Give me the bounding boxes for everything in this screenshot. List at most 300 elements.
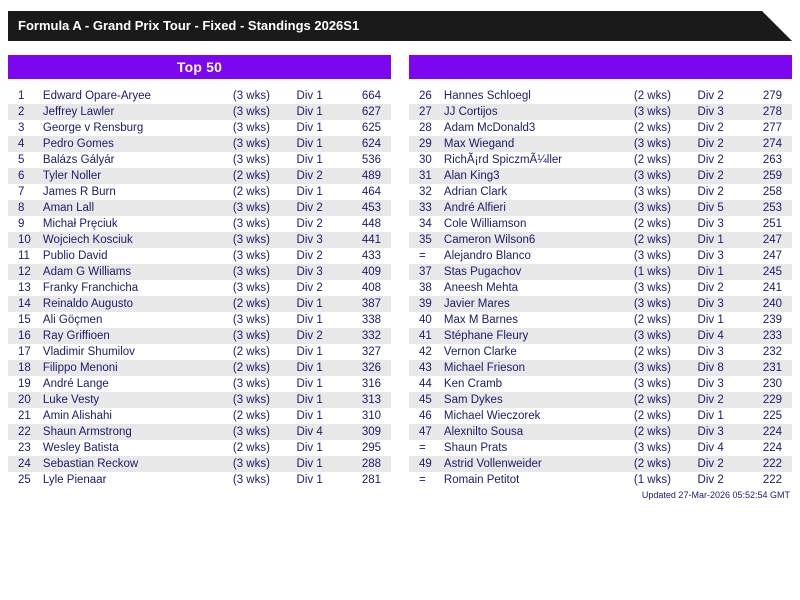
table-row[interactable] — [409, 248, 792, 264]
cell-rank: 19 — [18, 378, 31, 390]
table-row[interactable] — [409, 104, 792, 120]
cell-rank: 22 — [8, 424, 43, 440]
table-row[interactable] — [409, 168, 792, 184]
cell-points: 433 — [361, 250, 381, 262]
cell-weeks: (2 wks) — [634, 392, 698, 408]
cell-points: 624 — [348, 136, 391, 152]
cell-points: 263 — [762, 154, 782, 166]
cell-rank: 44 — [419, 378, 432, 390]
cell-weeks: (3 wks) — [634, 136, 698, 152]
cell-rank: 9 — [18, 218, 25, 230]
cell-division: Div 3 — [697, 250, 724, 262]
cell-driver-name: Stéphane Fleury — [444, 328, 634, 344]
cell-weeks: (2 wks) — [634, 456, 698, 472]
cell-weeks: (2 wks) — [633, 346, 671, 358]
cell-division: Div 1 — [297, 104, 348, 120]
cell-rank: 30 — [419, 154, 432, 166]
table-row[interactable] — [8, 168, 391, 184]
cell-division: Div 3 — [698, 104, 749, 120]
cell-driver-name: Max M Barnes — [443, 314, 519, 326]
cell-points: 279 — [762, 90, 782, 102]
cell-division: Div 1 — [297, 296, 348, 312]
cell-weeks: (3 wks) — [232, 282, 270, 294]
cell-division: Div 4 — [297, 424, 348, 440]
cell-driver-name: Franky Franchicha — [42, 282, 139, 294]
cell-points: 253 — [749, 200, 792, 216]
column-header-top50: Top 50 — [8, 55, 391, 79]
table-row[interactable] — [409, 440, 792, 456]
cell-rank: 5 — [18, 154, 25, 166]
cell-rank: 34 — [419, 218, 432, 230]
cell-points: 409 — [348, 264, 391, 280]
cell-weeks: (2 wks) — [232, 346, 270, 358]
cell-driver-name: Filippo Menoni — [43, 360, 233, 376]
table-row[interactable] — [8, 360, 391, 376]
cell-driver-name: Amin Alishahi — [42, 410, 112, 422]
cell-division: Div 1 — [296, 90, 323, 102]
cell-division: Div 2 — [697, 186, 724, 198]
cell-driver-name: JJ Cortijos — [444, 104, 634, 120]
table-row[interactable] — [8, 424, 391, 440]
cell-rank: 10 — [8, 232, 43, 248]
cell-driver-name: Romain Petitot — [443, 474, 520, 486]
cell-division: Div 2 — [697, 90, 724, 102]
cell-rank: 23 — [18, 442, 31, 454]
cell-rank: 43 — [409, 360, 444, 376]
cell-rank: 45 — [409, 392, 444, 408]
table-row[interactable] — [409, 312, 792, 328]
table-row[interactable] — [409, 392, 792, 408]
cell-weeks: (2 wks) — [633, 122, 671, 134]
cell-points: 332 — [348, 328, 391, 344]
updated-timestamp: Updated 27-Mar-2026 05:52:54 GMT — [641, 490, 790, 500]
cell-division: Div 1 — [296, 442, 323, 454]
cell-division: Div 1 — [296, 122, 323, 134]
title-bar — [8, 11, 792, 41]
cell-driver-name: Adrian Clark — [443, 186, 508, 198]
cell-driver-name: Tyler Noller — [43, 168, 233, 184]
cell-weeks: (3 wks) — [233, 328, 297, 344]
cell-division: Div 2 — [297, 168, 348, 184]
table-row[interactable] — [409, 184, 792, 200]
cell-rank: 25 — [18, 474, 31, 486]
cell-points: 240 — [749, 296, 792, 312]
cell-weeks: (2 wks) — [233, 168, 297, 184]
cell-division: Div 2 — [297, 200, 348, 216]
table-row[interactable] — [8, 344, 391, 360]
cell-division: Div 3 — [698, 424, 749, 440]
table-row[interactable] — [8, 136, 391, 152]
table-row[interactable] — [8, 120, 391, 136]
cell-division: Div 1 — [296, 346, 323, 358]
cell-driver-name: Shaun Armstrong — [43, 424, 233, 440]
cell-points: 408 — [361, 282, 381, 294]
cell-driver-name: Publio David — [42, 250, 108, 262]
table-row[interactable] — [8, 88, 391, 104]
cell-division: Div 1 — [296, 186, 323, 198]
table-row[interactable] — [8, 152, 391, 168]
cell-weeks: (3 wks) — [634, 296, 698, 312]
cell-division: Div 2 — [697, 282, 724, 294]
cell-driver-name: Cameron Wilson6 — [444, 232, 634, 248]
column-header-continued — [409, 55, 792, 79]
cell-division: Div 1 — [297, 456, 348, 472]
table-row[interactable] — [8, 408, 391, 424]
table-row[interactable] — [8, 200, 391, 216]
cell-driver-name: Lyle Pienaar — [42, 474, 107, 486]
table-row[interactable] — [409, 216, 792, 232]
cell-division: Div 1 — [697, 410, 724, 422]
cell-weeks: (3 wks) — [232, 218, 270, 230]
cell-weeks: (2 wks) — [233, 360, 297, 376]
cell-rank: 49 — [409, 456, 444, 472]
cell-rank: 37 — [409, 264, 444, 280]
cell-points: 278 — [749, 104, 792, 120]
cell-weeks: (3 wks) — [233, 392, 297, 408]
cell-division: Div 2 — [296, 250, 323, 262]
cell-division: Div 1 — [297, 392, 348, 408]
cell-weeks: (3 wks) — [233, 264, 297, 280]
cell-points: 232 — [762, 346, 782, 358]
cell-rank: 28 — [419, 122, 432, 134]
table-row[interactable] — [8, 264, 391, 280]
cell-weeks: (2 wks) — [634, 232, 698, 248]
table-row[interactable] — [409, 88, 792, 104]
cell-rank: 33 — [409, 200, 444, 216]
cell-weeks: (3 wks) — [232, 250, 270, 262]
cell-points: 326 — [348, 360, 391, 376]
cell-driver-name: Michael Wieczorek — [443, 410, 541, 422]
cell-division: Div 3 — [697, 378, 724, 390]
cell-division: Div 1 — [296, 474, 323, 486]
cell-driver-name: Alan King3 — [444, 168, 634, 184]
cell-rank: 40 — [419, 314, 432, 326]
cell-rank: 7 — [18, 186, 25, 198]
cell-rank: 13 — [18, 282, 31, 294]
cell-weeks: (3 wks) — [633, 378, 671, 390]
cell-weeks: (3 wks) — [633, 442, 671, 454]
cell-points: 245 — [749, 264, 792, 280]
cell-rank: 47 — [409, 424, 444, 440]
cell-driver-name: Ken Cramb — [443, 378, 503, 390]
cell-rank: 38 — [419, 282, 432, 294]
cell-driver-name: Reinaldo Augusto — [43, 296, 233, 312]
cell-division: Div 3 — [697, 218, 724, 230]
cell-points: 441 — [348, 232, 391, 248]
cell-rank: 27 — [409, 104, 444, 120]
cell-division: Div 1 — [296, 314, 323, 326]
table-row[interactable] — [8, 104, 391, 120]
cell-weeks: (2 wks) — [634, 424, 698, 440]
table-row[interactable] — [8, 184, 391, 200]
cell-division: Div 8 — [698, 360, 749, 376]
cell-points: 489 — [348, 168, 391, 184]
table-row[interactable] — [409, 376, 792, 392]
cell-driver-name: Sebastian Reckow — [43, 456, 233, 472]
cell-points: 241 — [762, 282, 782, 294]
table-row[interactable] — [409, 264, 792, 280]
cell-rank: 6 — [8, 168, 43, 184]
cell-division: Div 4 — [698, 328, 749, 344]
cell-division: Div 2 — [697, 474, 724, 486]
cell-points: 239 — [762, 314, 782, 326]
cell-weeks: (3 wks) — [232, 474, 270, 486]
cell-rank: 41 — [409, 328, 444, 344]
standings-table-right — [409, 88, 792, 488]
cell-points: 251 — [762, 218, 782, 230]
cell-driver-name: Aman Lall — [43, 200, 233, 216]
cell-rank: = — [419, 442, 426, 454]
cell-weeks: (3 wks) — [233, 424, 297, 440]
table-row[interactable] — [409, 152, 792, 168]
cell-division: Div 2 — [296, 282, 323, 294]
table-row[interactable] — [8, 312, 391, 328]
table-row[interactable] — [8, 440, 391, 456]
cell-division: Div 1 — [297, 360, 348, 376]
cell-rank: 8 — [8, 200, 43, 216]
cell-points: 281 — [361, 474, 381, 486]
standings-columns — [8, 55, 792, 488]
cell-driver-name: Sam Dykes — [444, 392, 634, 408]
cell-points: 230 — [762, 378, 782, 390]
cell-rank: 14 — [8, 296, 43, 312]
cell-driver-name: Shaun Prats — [443, 442, 508, 454]
cell-points: 229 — [749, 392, 792, 408]
cell-points: 295 — [361, 442, 381, 454]
cell-points: 247 — [762, 250, 782, 262]
cell-rank: 1 — [18, 90, 25, 102]
table-row[interactable] — [8, 328, 391, 344]
cell-rank: 20 — [8, 392, 43, 408]
cell-division: Div 3 — [297, 232, 348, 248]
standings-column-left — [8, 55, 391, 488]
cell-points: 225 — [762, 410, 782, 422]
cell-rank: 35 — [409, 232, 444, 248]
cell-driver-name: Michael Frieson — [444, 360, 634, 376]
cell-points: 258 — [762, 186, 782, 198]
cell-division: Div 2 — [698, 168, 749, 184]
table-row[interactable] — [8, 280, 391, 296]
table-row[interactable] — [409, 136, 792, 152]
cell-driver-name: George v Rensburg — [42, 122, 144, 134]
cell-rank: 21 — [18, 410, 31, 422]
cell-points: 313 — [348, 392, 391, 408]
cell-driver-name: Pedro Gomes — [43, 136, 233, 152]
standings-table-left — [8, 88, 391, 488]
cell-driver-name: Vernon Clarke — [443, 346, 517, 358]
cell-weeks: (2 wks) — [232, 186, 270, 198]
page-title: Formula A - Grand Prix Tour - Fixed - Standings 2026S1 — [18, 18, 360, 33]
table-row[interactable] — [8, 296, 391, 312]
cell-points: 536 — [361, 154, 381, 166]
cell-weeks: (2 wks) — [232, 410, 270, 422]
cell-points: 327 — [361, 346, 381, 358]
table-row[interactable] — [8, 232, 391, 248]
cell-rank: 3 — [18, 122, 25, 134]
cell-weeks: (3 wks) — [232, 90, 270, 102]
cell-driver-name: Cole Williamson — [443, 218, 527, 230]
cell-weeks: (3 wks) — [233, 200, 297, 216]
cell-rank: 16 — [8, 328, 43, 344]
cell-points: 274 — [749, 136, 792, 152]
cell-driver-name: Michał Pręciuk — [42, 218, 118, 230]
cell-points: 387 — [348, 296, 391, 312]
cell-rank: 26 — [419, 90, 432, 102]
cell-driver-name: Wesley Batista — [42, 442, 119, 454]
table-row[interactable] — [8, 376, 391, 392]
table-row[interactable] — [409, 408, 792, 424]
cell-points: 664 — [361, 90, 381, 102]
cell-rank: 24 — [8, 456, 43, 472]
cell-weeks: (3 wks) — [634, 360, 698, 376]
cell-division: Div 3 — [698, 296, 749, 312]
corner-fold-decoration — [762, 11, 792, 41]
cell-points: 224 — [749, 424, 792, 440]
cell-points: 222 — [762, 474, 782, 486]
table-row[interactable] — [409, 328, 792, 344]
cell-driver-name: Wojciech Kosciuk — [43, 232, 233, 248]
cell-driver-name: Ray Griffioen — [43, 328, 233, 344]
cell-driver-name: André Lange — [42, 378, 109, 390]
cell-division: Div 5 — [698, 200, 749, 216]
table-row[interactable] — [409, 344, 792, 360]
cell-division: Div 4 — [697, 442, 724, 454]
cell-weeks: (3 wks) — [634, 168, 698, 184]
table-row[interactable] — [409, 200, 792, 216]
cell-rank: 42 — [419, 346, 432, 358]
cell-division: Div 2 — [698, 456, 749, 472]
cell-rank: 29 — [409, 136, 444, 152]
cell-points: 627 — [348, 104, 391, 120]
cell-driver-name: Hannes Schloegl — [443, 90, 531, 102]
cell-division: Div 2 — [698, 136, 749, 152]
cell-driver-name: Ali Göçmen — [42, 314, 103, 326]
cell-weeks: (3 wks) — [232, 314, 270, 326]
cell-rank: 15 — [18, 314, 31, 326]
cell-division: Div 2 — [296, 218, 323, 230]
cell-weeks: (3 wks) — [633, 282, 671, 294]
cell-division: Div 3 — [697, 346, 724, 358]
cell-weeks: (3 wks) — [233, 136, 297, 152]
cell-division: Div 1 — [698, 264, 749, 280]
cell-weeks: (2 wks) — [633, 90, 671, 102]
table-row[interactable] — [409, 456, 792, 472]
cell-rank: 12 — [8, 264, 43, 280]
table-row[interactable] — [8, 216, 391, 232]
cell-weeks: (3 wks) — [233, 104, 297, 120]
cell-weeks: (3 wks) — [232, 122, 270, 134]
cell-rank: 31 — [409, 168, 444, 184]
cell-points: 247 — [749, 232, 792, 248]
cell-points: 222 — [749, 456, 792, 472]
cell-weeks: (2 wks) — [633, 314, 671, 326]
cell-driver-name: Adam G Williams — [43, 264, 233, 280]
cell-points: 233 — [749, 328, 792, 344]
cell-weeks: (3 wks) — [634, 104, 698, 120]
cell-division: Div 1 — [297, 136, 348, 152]
cell-rank: = — [419, 474, 426, 486]
cell-driver-name: Jeffrey Lawler — [43, 104, 233, 120]
cell-weeks: (3 wks) — [232, 378, 270, 390]
cell-driver-name: Aneesh Mehta — [443, 282, 519, 294]
table-row[interactable] — [8, 248, 391, 264]
cell-weeks: (2 wks) — [633, 218, 671, 230]
cell-points: 448 — [361, 218, 381, 230]
cell-rank: 11 — [18, 250, 30, 262]
cell-points: 277 — [762, 122, 782, 134]
cell-weeks: (2 wks) — [633, 154, 671, 166]
cell-driver-name: Luke Vesty — [43, 392, 233, 408]
cell-driver-name: Vladimir Shumilov — [42, 346, 135, 358]
cell-division: Div 2 — [698, 392, 749, 408]
cell-weeks: (3 wks) — [634, 200, 698, 216]
cell-driver-name: RichÃ¡rd SpiczmÃ¼ller — [443, 154, 563, 166]
table-row[interactable] — [409, 472, 792, 488]
cell-driver-name: Alejandro Blanco — [443, 250, 531, 262]
table-row[interactable] — [409, 296, 792, 312]
cell-driver-name: Balázs Gályár — [42, 154, 115, 166]
cell-points: 309 — [348, 424, 391, 440]
cell-driver-name: André Alfieri — [444, 200, 634, 216]
cell-driver-name: Max Wiegand — [444, 136, 634, 152]
cell-division: Div 1 — [296, 378, 323, 390]
cell-points: 231 — [749, 360, 792, 376]
cell-weeks: (2 wks) — [232, 442, 270, 454]
cell-rank: 46 — [419, 410, 432, 422]
cell-driver-name: Javier Mares — [444, 296, 634, 312]
table-row[interactable] — [409, 280, 792, 296]
table-row[interactable] — [409, 232, 792, 248]
cell-rank: 39 — [409, 296, 444, 312]
cell-driver-name: Alexnilto Sousa — [444, 424, 634, 440]
cell-points: 224 — [762, 442, 782, 454]
cell-points: 288 — [348, 456, 391, 472]
cell-weeks: (3 wks) — [634, 328, 698, 344]
cell-weeks: (3 wks) — [233, 456, 297, 472]
cell-rank: 2 — [8, 104, 43, 120]
table-row[interactable] — [8, 456, 391, 472]
cell-points: 464 — [361, 186, 381, 198]
cell-driver-name: Adam McDonald3 — [443, 122, 536, 134]
cell-points: 316 — [361, 378, 381, 390]
cell-rank: 32 — [419, 186, 432, 198]
cell-driver-name: James R Burn — [42, 186, 116, 198]
cell-division: Div 2 — [697, 122, 724, 134]
cell-driver-name: Stas Pugachov — [444, 264, 634, 280]
table-row[interactable] — [409, 360, 792, 376]
cell-points: 453 — [348, 200, 391, 216]
cell-points: 338 — [361, 314, 381, 326]
cell-rank: = — [419, 250, 426, 262]
cell-division: Div 1 — [698, 232, 749, 248]
cell-weeks: (3 wks) — [633, 250, 671, 262]
cell-rank: 17 — [18, 346, 31, 358]
table-row[interactable] — [8, 472, 391, 488]
cell-weeks: (3 wks) — [633, 186, 671, 198]
cell-rank: 18 — [8, 360, 43, 376]
cell-division: Div 2 — [297, 328, 348, 344]
table-row[interactable] — [409, 424, 792, 440]
cell-driver-name: Astrid Vollenweider — [444, 456, 634, 472]
table-row[interactable] — [8, 392, 391, 408]
cell-points: 259 — [749, 168, 792, 184]
cell-rank: 4 — [8, 136, 43, 152]
cell-driver-name: Edward Opare-Aryee — [42, 90, 151, 102]
cell-weeks: (1 wks) — [633, 474, 671, 486]
table-row[interactable] — [409, 120, 792, 136]
cell-division: Div 1 — [697, 314, 724, 326]
cell-weeks: (3 wks) — [233, 232, 297, 248]
